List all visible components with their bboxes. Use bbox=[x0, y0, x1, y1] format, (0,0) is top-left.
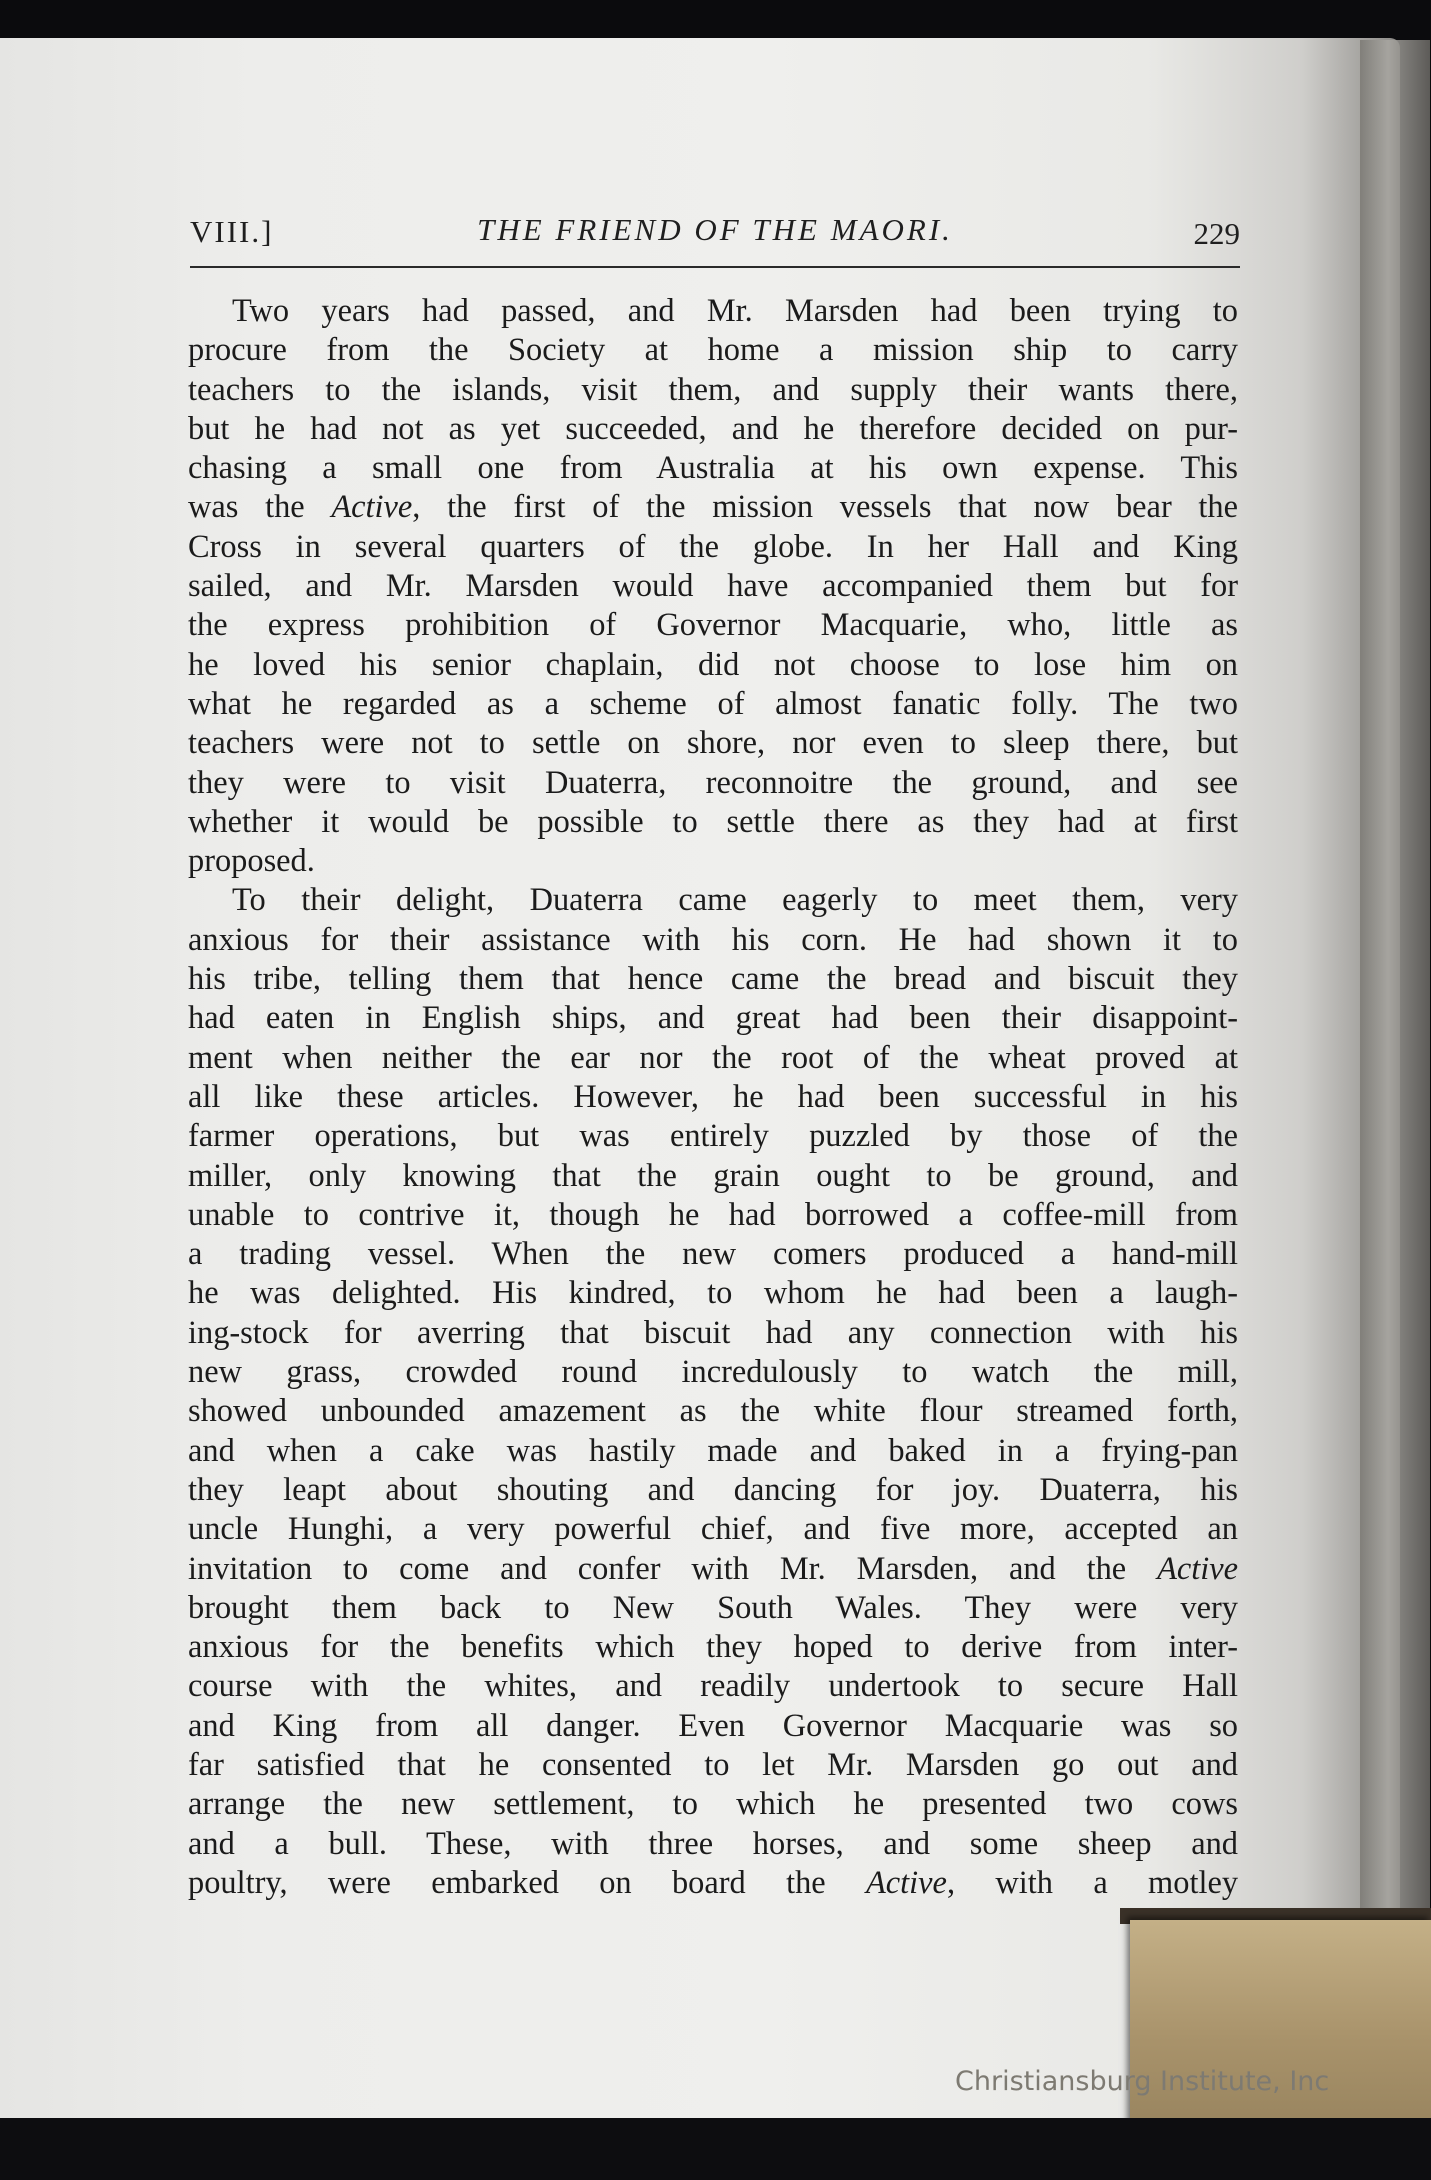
text-line: teachers to the islands, visit them, and supply their wants there, bbox=[188, 371, 1238, 408]
text-line: anxious for their assistance with his corn. He had shown it to bbox=[188, 921, 1238, 958]
text-line: far satisfied that he consented to let Mr. Marsden go out and bbox=[188, 1746, 1238, 1783]
text-line: procure from the Society at home a mission ship to carry bbox=[188, 332, 1238, 369]
text-line: brought them back to New South Wales. They were very bbox=[188, 1589, 1238, 1626]
text-line: all like these articles. However, he had been successful in his bbox=[188, 1078, 1238, 1115]
text-line: Cross in several quarters of the globe. In her Hall and King bbox=[188, 528, 1238, 565]
text-line: ment when neither the ear nor the root of the wheat proved at bbox=[188, 1039, 1238, 1076]
text-line: arrange the new settlement, to which he presented two cows bbox=[188, 1786, 1238, 1823]
text-line: chasing a small one from Australia at his own expense. This bbox=[188, 450, 1238, 487]
text-line: and when a cake was hastily made and baked in a frying-pan bbox=[188, 1432, 1238, 1469]
page-number: 229 bbox=[1193, 216, 1240, 251]
text-line: a trading vessel. When the new comers produced a hand-mill bbox=[188, 1236, 1238, 1273]
text-line: they leapt about shouting and dancing for joy. Duaterra, his bbox=[188, 1471, 1238, 1508]
text-line: whether it would be possible to settle there as they had at first bbox=[188, 803, 1238, 840]
text-line: sailed, and Mr. Marsden would have accompanied them but for bbox=[188, 568, 1238, 605]
text-line: poultry, were embarked on board the Active, with a motley bbox=[188, 1864, 1239, 1901]
text-line: To their delight, Duaterra came eagerly to meet them, very bbox=[232, 882, 1238, 919]
text-line: Two years had passed, and Mr. Marsden had been trying to bbox=[232, 293, 1238, 329]
text-line: anxious for the benefits which they hoped to derive from inter- bbox=[188, 1629, 1238, 1666]
text-line: showed unbounded amazement as the white flour streamed forth, bbox=[188, 1393, 1238, 1430]
text-line: what he regarded as a scheme of almost fanatic folly. The two bbox=[188, 685, 1238, 722]
text-line: the express prohibition of Governor Macquarie, who, little as bbox=[188, 607, 1238, 644]
text-line: uncle Hunghi, a very powerful chief, and five more, accepted an bbox=[188, 1511, 1238, 1548]
text-line: teachers were not to settle on shore, nor even to sleep there, but bbox=[188, 725, 1238, 762]
text-line: course with the whites, and readily undertook to secure Hall bbox=[188, 1668, 1238, 1705]
text-line: miller, only knowing that the grain ought to be ground, and bbox=[188, 1157, 1238, 1194]
text-line: his tribe, telling them that hence came the bread and biscuit they bbox=[188, 961, 1238, 998]
text-line: was the Active, the first of the mission vessels that now bear the bbox=[188, 489, 1239, 526]
text-line: they were to visit Duaterra, reconnoitre the ground, and see bbox=[188, 764, 1238, 801]
text-line: had eaten in English ships, and great had been their disappoint- bbox=[188, 1000, 1238, 1037]
text-line: farmer operations, but was entirely puzzled by those of the bbox=[188, 1118, 1238, 1155]
text-line: and King from all danger. Even Governor Macquarie was so bbox=[188, 1707, 1238, 1744]
text-line: and a bull. These, with three horses, and some sheep and bbox=[188, 1825, 1238, 1862]
page-edge-shadow bbox=[1360, 40, 1430, 1920]
background-band bbox=[0, 2118, 1431, 2180]
text-line: he was delighted. His kindred, to whom he had been a laugh- bbox=[188, 1275, 1238, 1312]
body-text bbox=[188, 292, 1238, 1903]
text-line: but he had not as yet succeeded, and he therefore decided on pur- bbox=[188, 410, 1238, 447]
text-line: ing-stock for averring that biscuit had any connection with his bbox=[188, 1314, 1238, 1351]
watermark: Christiansburg Institute, Inc bbox=[955, 2066, 1330, 2097]
text-line: new grass, crowded round incredulously to watch the mill, bbox=[188, 1354, 1238, 1391]
text-line: he loved his senior chaplain, did not choose to lose him on bbox=[188, 646, 1238, 683]
text-line: unable to contrive it, though he had borrowed a coffee-mill from bbox=[188, 1196, 1238, 1233]
text-line: invitation to come and confer with Mr. Marsden, and the Active bbox=[188, 1550, 1238, 1587]
chapter-label: VIII.] bbox=[190, 214, 274, 249]
running-header bbox=[190, 208, 1240, 256]
header-rule bbox=[190, 266, 1240, 268]
running-title: THE FRIEND OF THE MAORI. bbox=[477, 212, 953, 247]
text-line: proposed. bbox=[188, 843, 315, 880]
